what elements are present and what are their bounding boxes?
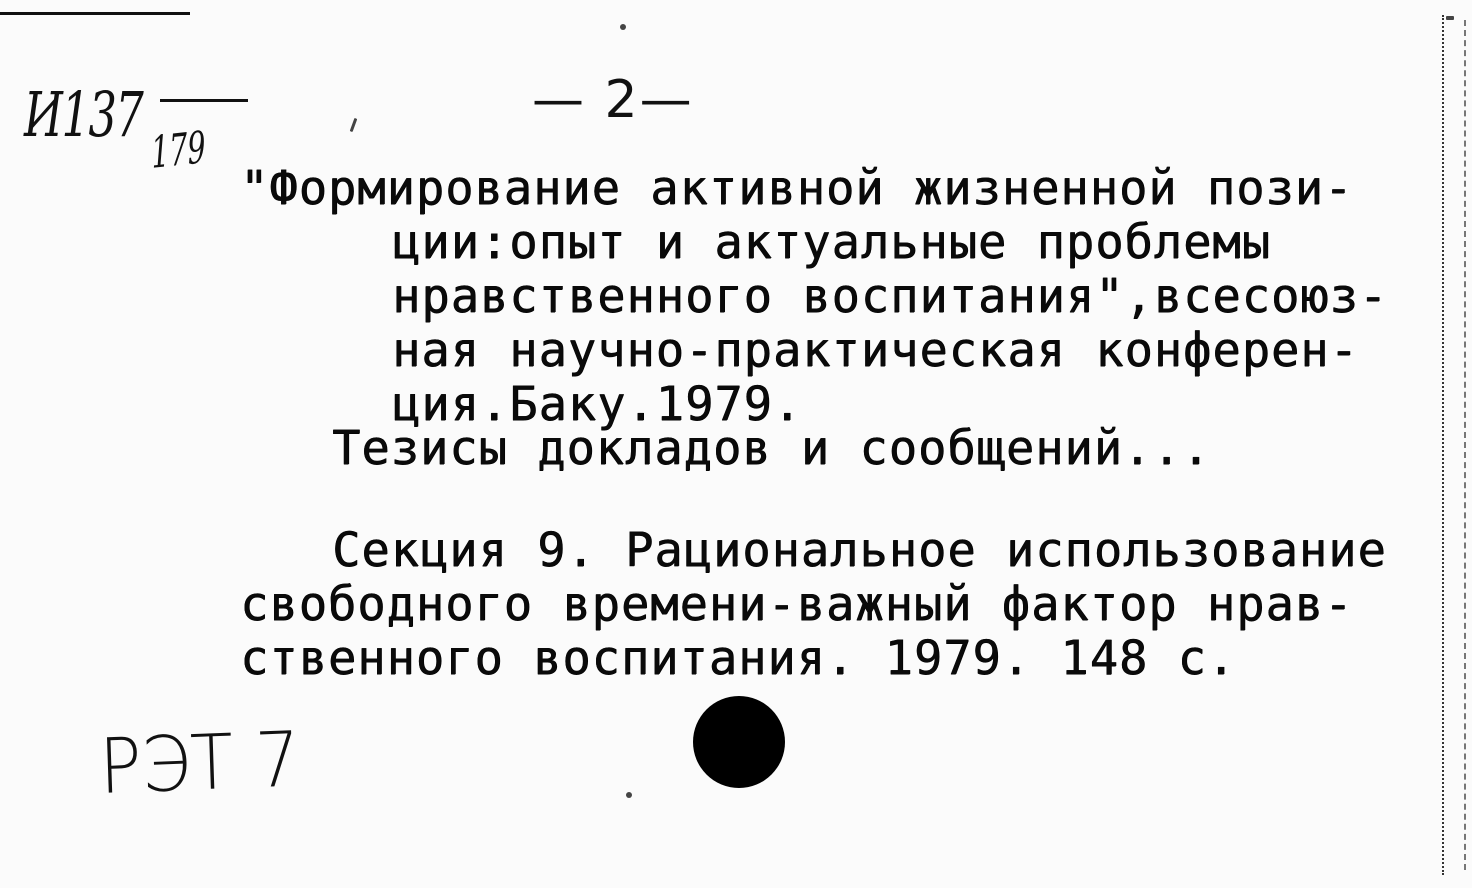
card-right-edge bbox=[1442, 15, 1444, 875]
call-number: И137 bbox=[24, 78, 143, 151]
speck bbox=[620, 24, 626, 30]
title-line-1: "Формирование активной жизненной пози- bbox=[240, 161, 1354, 216]
title-line-3: нравственного воспитания",всесоюз- bbox=[392, 269, 1389, 324]
title-line-4: ная научно-практическая конферен- bbox=[392, 323, 1359, 378]
title-line-5: ция.Баку.1979. bbox=[392, 377, 803, 432]
call-number-divider bbox=[160, 99, 248, 102]
page-number: — 2— bbox=[532, 70, 694, 130]
card-top-edge bbox=[0, 12, 190, 15]
section-line-1: Секция 9. Рациональное использование bbox=[332, 523, 1387, 578]
speck bbox=[626, 792, 632, 798]
call-number-sub: 179 bbox=[150, 122, 207, 179]
speck bbox=[1446, 16, 1454, 20]
punch-hole bbox=[693, 696, 785, 788]
title-line-2: ции:опыт и актуальные проблемы bbox=[392, 215, 1271, 270]
card-right-border bbox=[1464, 20, 1466, 870]
section-line-3: ственного воспитания. 1979. 148 с. bbox=[240, 631, 1237, 686]
section-line-2: свободного времени-важный фактор нрав- bbox=[240, 577, 1354, 632]
speck bbox=[350, 118, 358, 132]
shelf-mark: РЭТ 7 bbox=[98, 714, 302, 811]
subtitle: Тезисы докладов и сообщений... bbox=[332, 421, 1211, 476]
